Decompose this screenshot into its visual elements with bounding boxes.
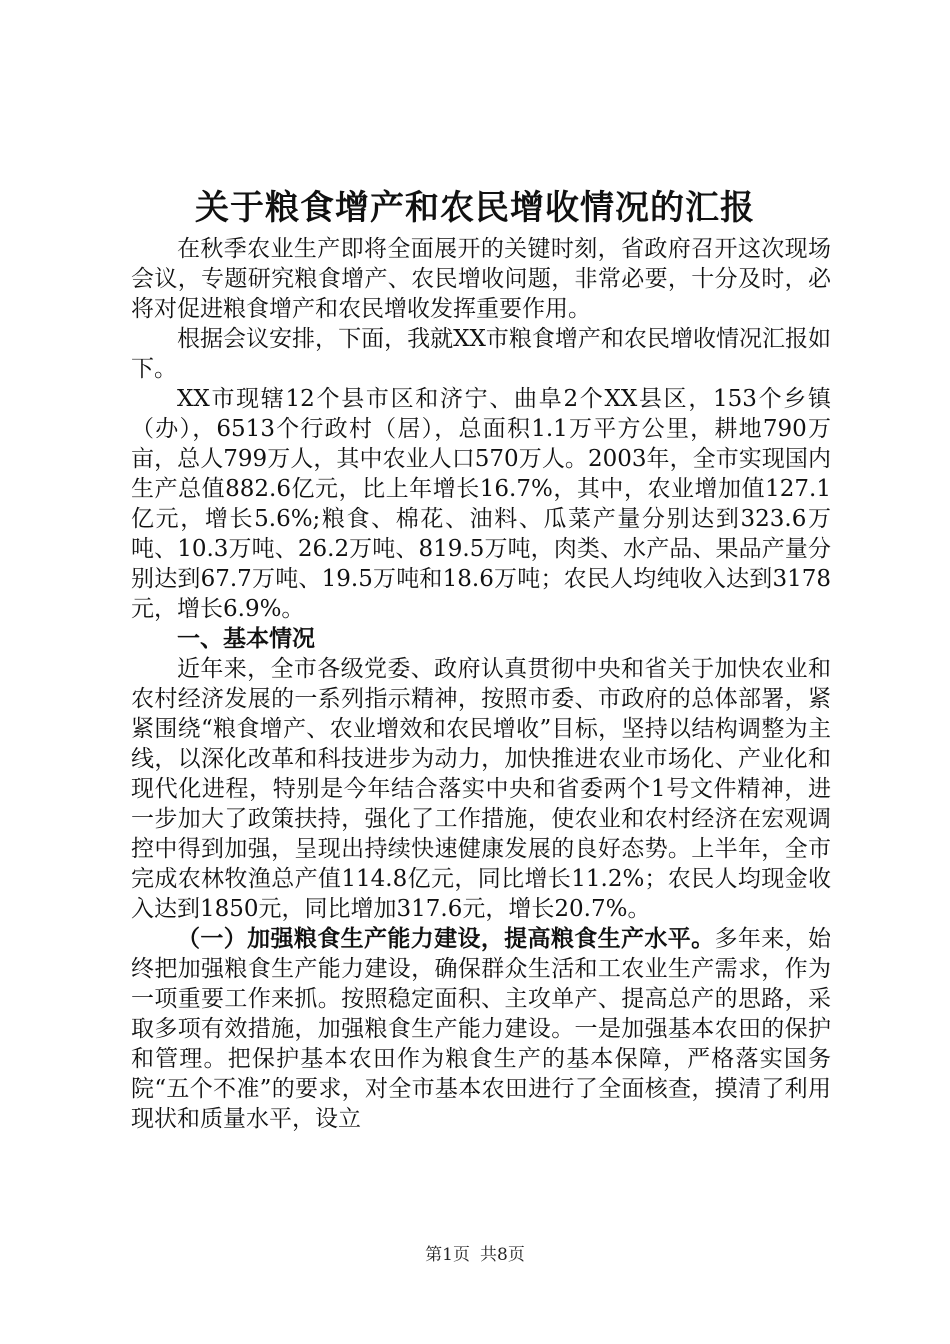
page-total: 共8页 — [480, 1245, 525, 1265]
document-body — [131, 234, 831, 1134]
paragraph-recent-years: 近年来，全市各级党委、政府认真贯彻中央和省关于加快农业和农村经济发展的一系列指示精神，按照市委、市政府的总体部署，紧紧围绕“粮食增产、农业增效和农民增收”目标，坚持以结构调整为主线，以深化改革和科技进步为动力，加快推进农业市场化、产业化和现代化进程，特别是今年结合落实中央和省委两个1号文件精神，进一步加大了政策扶持，强化了工作措施，使农业和农村经济在宏观调控中得到加强，呈现出持续快速健康发展的良好态势。上半年，全市完成农林牧渔总产值114.8亿元，同比增长11.2%；农民人均现金收入达到1850元，同比增加317.6元，增长20.7%。 — [131, 656, 831, 922]
page-footer — [0, 1244, 950, 1266]
subsection-text: 多年来，始终把加强粮食生产能力建设，确保群众生活和工农业生产需求，作为一项重要工作来抓。按照稳定面积、主攻单产、提高总产的思路，采取多项有效措施，加强粮食生产能力建设。一是加强基本农田的保护和管理。把保护基本农田作为粮食生产的基本保障，严格落实国务院“五个不准”的要求，对全市基本农田进行了全面核查，摸清了利用现状和质量水平，设立 — [131, 926, 832, 1132]
document-title: 关于粮食增产和农民增收情况的汇报 — [195, 188, 755, 228]
paragraph-grain-capacity — [131, 924, 831, 1134]
subsection-lead: （一）加强粮食生产能力建设，提高粮食生产水平。 — [177, 925, 715, 952]
page-number: 第1页 — [425, 1245, 470, 1265]
paragraph-intro: 在秋季农业生产即将全面展开的关键时刻，省政府召开这次现场会议，专题研究粮食增产、农民增收问题，非常必要，十分及时，必将对促进粮食增产和农民增收发挥重要作用。 — [131, 236, 831, 322]
paragraph-report-notice: 根据会议安排，下面，我就XX市粮食增产和农民增收情况汇报如下。 — [131, 326, 831, 382]
section-heading-basic-situation: 一、基本情况 — [177, 625, 315, 652]
paragraph-city-overview: XX市现辖12个县市区和济宁、曲阜2个XX县区，153个乡镇（办），6513个行政村（居），总面积1.1万平方公里，耕地790万亩，总人799万人，其中农业人口570万人。2003年，全市实现国内生产总值882.6亿元，比上年增长16.7%，其中，农业增加值127.1亿元，增长5.6%;粮食、棉花、油料、瓜菜产量分别达到323.6万吨、10.3万吨、26.2万吨、819.5万吨，肉类、水产品、果品产量分别达到67.7万吨、19.5万吨和18.6万吨；农民人均纯收入达到3178元，增长6.9%。 — [131, 386, 831, 622]
